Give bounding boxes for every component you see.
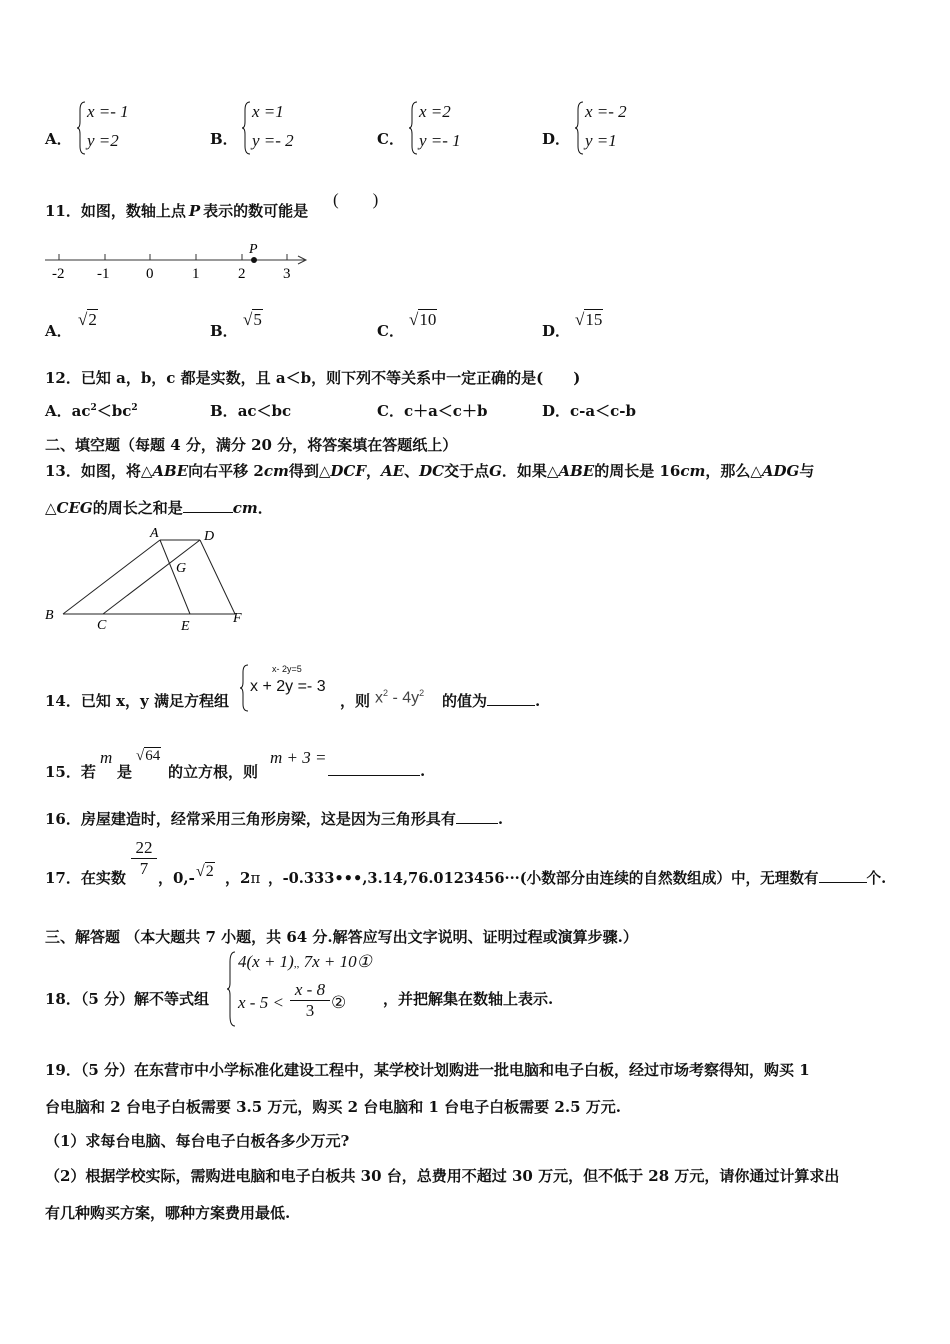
q10-a-line2: y =2: [87, 131, 119, 150]
q17-b: ，0,-: [158, 869, 195, 887]
q17-a: 17．在实数: [45, 869, 126, 887]
q17-e-text: 个.: [866, 870, 887, 887]
q13-text: 、: [404, 462, 420, 480]
q10-option-c-letter: C．: [377, 130, 404, 148]
brace-icon: [575, 100, 585, 156]
label-f: F: [233, 611, 242, 626]
q17-fraction: [131, 838, 157, 879]
q10-c-line1: x =2: [419, 102, 451, 121]
q13-geometry-figure: [40, 524, 260, 634]
q18-l2a: x - 5 <: [238, 993, 284, 1012]
q16-text: 16．房屋建造时，经常采用三角形房梁，这是因为三角形具有: [45, 810, 456, 828]
q18-stem: 18．（5 分）解不等式组: [45, 990, 210, 1008]
q13-dcf: DCF: [330, 462, 367, 480]
label-b: B: [45, 608, 54, 623]
q11-paren: ( ): [333, 190, 379, 209]
label-e: E: [181, 619, 190, 634]
q11-option-c: √10: [409, 310, 437, 329]
q16-answer-blank[interactable]: [456, 809, 498, 824]
q13-ae: AE: [381, 462, 405, 480]
q13-cm: cm: [680, 462, 706, 480]
q13-answer-blank[interactable]: [183, 498, 233, 513]
q12-option-b: [210, 400, 291, 421]
q17-d: [268, 867, 886, 888]
q12-option-d: [542, 400, 636, 421]
q10-b-line1: x =1: [252, 102, 284, 121]
q15-dot: .: [420, 762, 426, 780]
q19-line3: （1）求每台电脑、每台电子白板各多少万元?: [45, 1132, 350, 1150]
q14-expression: [375, 688, 424, 707]
q13-text: 交于点: [444, 462, 490, 480]
brace-icon: [77, 100, 87, 156]
q13-abe: ABE: [558, 462, 595, 480]
q14-eq1-small: x- 2y=5: [272, 664, 302, 674]
q13-cm: cm: [263, 462, 289, 480]
q18-circ2: ②: [331, 993, 347, 1012]
q11-option-a-letter: A．: [45, 322, 72, 340]
q13-text: 得到△: [288, 462, 331, 480]
brace-icon: [227, 950, 237, 1028]
brace-icon: [242, 100, 252, 156]
tick-label: 0: [146, 266, 154, 282]
q12-option-c: [377, 400, 487, 421]
q11-option-a: √2: [78, 310, 97, 329]
section-2-heading: 二、填空题（每题 4 分，满分 20 分，将答案填在答题纸上）: [45, 436, 458, 454]
q12-c-text: c＋a＜c＋b: [403, 402, 488, 420]
brace-icon: [240, 663, 250, 713]
q11-option-c-letter: C．: [377, 322, 404, 340]
q18-ineq1: 4(x + 1),, 7x + 10①: [238, 952, 372, 971]
q11-stem-text: 11．如图，数轴上点: [45, 202, 186, 220]
q18-fraction: [290, 980, 330, 1021]
q15-a: 15．若: [45, 763, 96, 781]
q13-text: 与: [799, 462, 815, 480]
tick-label: -2: [52, 266, 65, 282]
q10-d-line2: y =1: [585, 131, 617, 150]
q12-d-text: c-a＜c-b: [570, 402, 636, 420]
q17-c: [225, 867, 260, 888]
q11-stem: [45, 200, 308, 221]
q13-g: G: [489, 462, 502, 480]
q11-number-line: [40, 238, 315, 283]
q15-blank-wrap: [328, 761, 425, 780]
q10-c-line2: y =- 1: [419, 131, 461, 150]
q13-adg: ADG: [761, 462, 800, 480]
q12-a-mid: ＜bc: [96, 402, 132, 420]
q13-dc: DC: [419, 462, 445, 480]
q15-m: m: [100, 748, 113, 767]
q19-line2: 台电脑和 2 台电子白板需要 3.5 万元，购买 2 台电脑和 1 台电子白板需要 2.5 万元.: [45, 1098, 621, 1116]
tick-label: 3: [283, 266, 291, 282]
q18-denominator: 3: [305, 1001, 315, 1020]
q10-option-b-system: [242, 100, 322, 156]
q14-answer-blank[interactable]: [487, 691, 535, 706]
q17-c-text: ，2: [225, 869, 251, 887]
section-3-heading: 三、解答题 （本大题共 7 小题，共 64 分.解答应写出文字说明、证明过程或演算步骤.）: [45, 928, 638, 946]
brace-icon: [409, 100, 419, 156]
q15-c: 的立方根，则: [168, 763, 259, 781]
q13-text: △: [45, 499, 57, 517]
q14-end: [442, 690, 540, 711]
q13-line2: [45, 497, 273, 518]
q15-answer-blank[interactable]: [328, 761, 420, 776]
tick-label: 1: [192, 266, 200, 282]
q12-a-text: ac: [71, 402, 91, 420]
q12-c-letter: C．: [377, 402, 404, 420]
q18-l1: 4(x + 1): [238, 952, 294, 971]
q14-mid: ，则: [340, 692, 371, 710]
q17-d-text: ，-0.333•••,3.14,76.0123456···(小数部分由连续的自然数组成）中，无理数有: [268, 870, 819, 887]
q12-d-letter: D．: [542, 402, 571, 420]
q17-sqrt2: √2: [196, 863, 214, 880]
q15-sqrt64: √64: [136, 748, 161, 764]
q12-stem: 12．已知 a，b，c 都是实数，且 a＜b，则下列不等关系中一定正确的是( ): [45, 369, 581, 387]
point-p-dot: [251, 257, 257, 263]
q11-option-b-letter: B．: [210, 322, 238, 340]
q15-b: 是: [117, 763, 133, 781]
label-c: C: [97, 618, 107, 633]
q19-line4: （2）根据学校实际，需购进电脑和电子白板共 30 台，总费用不超过 30 万元，但不低于 28 万元，请你通过计算求出: [45, 1167, 840, 1185]
label-a: A: [150, 526, 159, 541]
q13-text: ，那么△: [705, 462, 762, 480]
q10-a-line1: x =- 1: [87, 102, 129, 121]
radicand: 15: [585, 310, 603, 329]
radicand: 64: [145, 748, 161, 764]
q14-x: x: [375, 689, 383, 707]
q17-denominator: 7: [139, 859, 149, 878]
q10-option-a-letter: A．: [45, 130, 72, 148]
q12-b-text: ac＜bc: [237, 402, 292, 420]
q13-abe: ABE: [152, 462, 189, 480]
q11-option-d: √15: [575, 310, 603, 329]
tick-label: -1: [97, 266, 110, 282]
q11-point-label: P: [188, 202, 201, 220]
q17-answer-blank[interactable]: [819, 868, 867, 883]
q13-text: 13．如图，将△: [45, 462, 153, 480]
q17-pi: π: [250, 869, 261, 887]
q12-a-letter: A．: [45, 402, 72, 420]
q13-text: ．: [257, 499, 273, 517]
q10-option-c-system: [409, 100, 489, 156]
point-p-label: P: [249, 242, 258, 257]
q10-b-line2: y =- 2: [252, 131, 294, 150]
q18-end: ，并把解集在数轴上表示.: [383, 990, 554, 1008]
radicand: 10: [419, 310, 437, 329]
q10-option-d-system: [575, 100, 655, 156]
q14-4y: - 4y: [388, 689, 420, 707]
q13-text: ．如果△: [501, 462, 559, 480]
q16: [45, 808, 503, 829]
label-d: D: [204, 529, 215, 544]
q14-sup: 2: [419, 688, 425, 698]
q12-a-sup2: 2: [131, 403, 138, 413]
q13-text: 向右平移 2: [188, 462, 264, 480]
q15-expr-text: m + 3 =: [270, 748, 327, 767]
q18-ineq2-left: [238, 993, 284, 1013]
q16-dot: .: [497, 810, 504, 828]
q19-line5: 有几种购买方案，哪种方案费用最低.: [45, 1204, 291, 1222]
q14-sup: 2: [383, 688, 389, 698]
q15-expr: [270, 748, 326, 768]
q10-d-line1: x =- 2: [585, 102, 627, 121]
q18-numerator: x - 8: [290, 980, 330, 1001]
radicand: 5: [253, 310, 262, 329]
q14-dot: .: [535, 692, 541, 710]
q13-ceg: CEG: [56, 499, 93, 517]
q11-option-b: √5: [243, 310, 262, 329]
q14-end-text: 的值为: [442, 692, 488, 710]
q11-option-d-letter: D．: [542, 322, 571, 340]
q13-line1: [45, 460, 814, 481]
q10-option-b-letter: B．: [210, 130, 238, 148]
q14-stem: 14．已知 x，y 满足方程组: [45, 692, 229, 710]
q11-stem-end: 表示的数可能是: [203, 202, 309, 220]
q10-option-d-letter: D．: [542, 130, 571, 148]
q17-numerator: 22: [131, 838, 157, 859]
q14-eq2: x + 2y =- 3: [250, 678, 326, 695]
q13-text: 的周长是 16: [594, 462, 681, 480]
q12-a-sup1: 2: [90, 403, 97, 413]
q19-line1: 19．（5 分）在东营市中小学标准化建设工程中，某学校计划购进一批电脑和电子白板，经过市场考察得知，购买 1: [45, 1061, 810, 1079]
q12-b-letter: B．: [210, 402, 238, 420]
label-g: G: [176, 561, 187, 576]
tick-label: 2: [238, 266, 246, 282]
radicand: 2: [205, 863, 214, 880]
q13-text: 的周长之和是: [92, 499, 183, 517]
q13-text: ，: [366, 462, 382, 480]
q12-option-a: [45, 400, 138, 421]
radicand: 2: [88, 310, 97, 329]
q10-option-a-system: [77, 100, 157, 156]
q18-l1b: 7x + 10①: [303, 952, 372, 971]
q13-unit: cm: [232, 499, 258, 517]
